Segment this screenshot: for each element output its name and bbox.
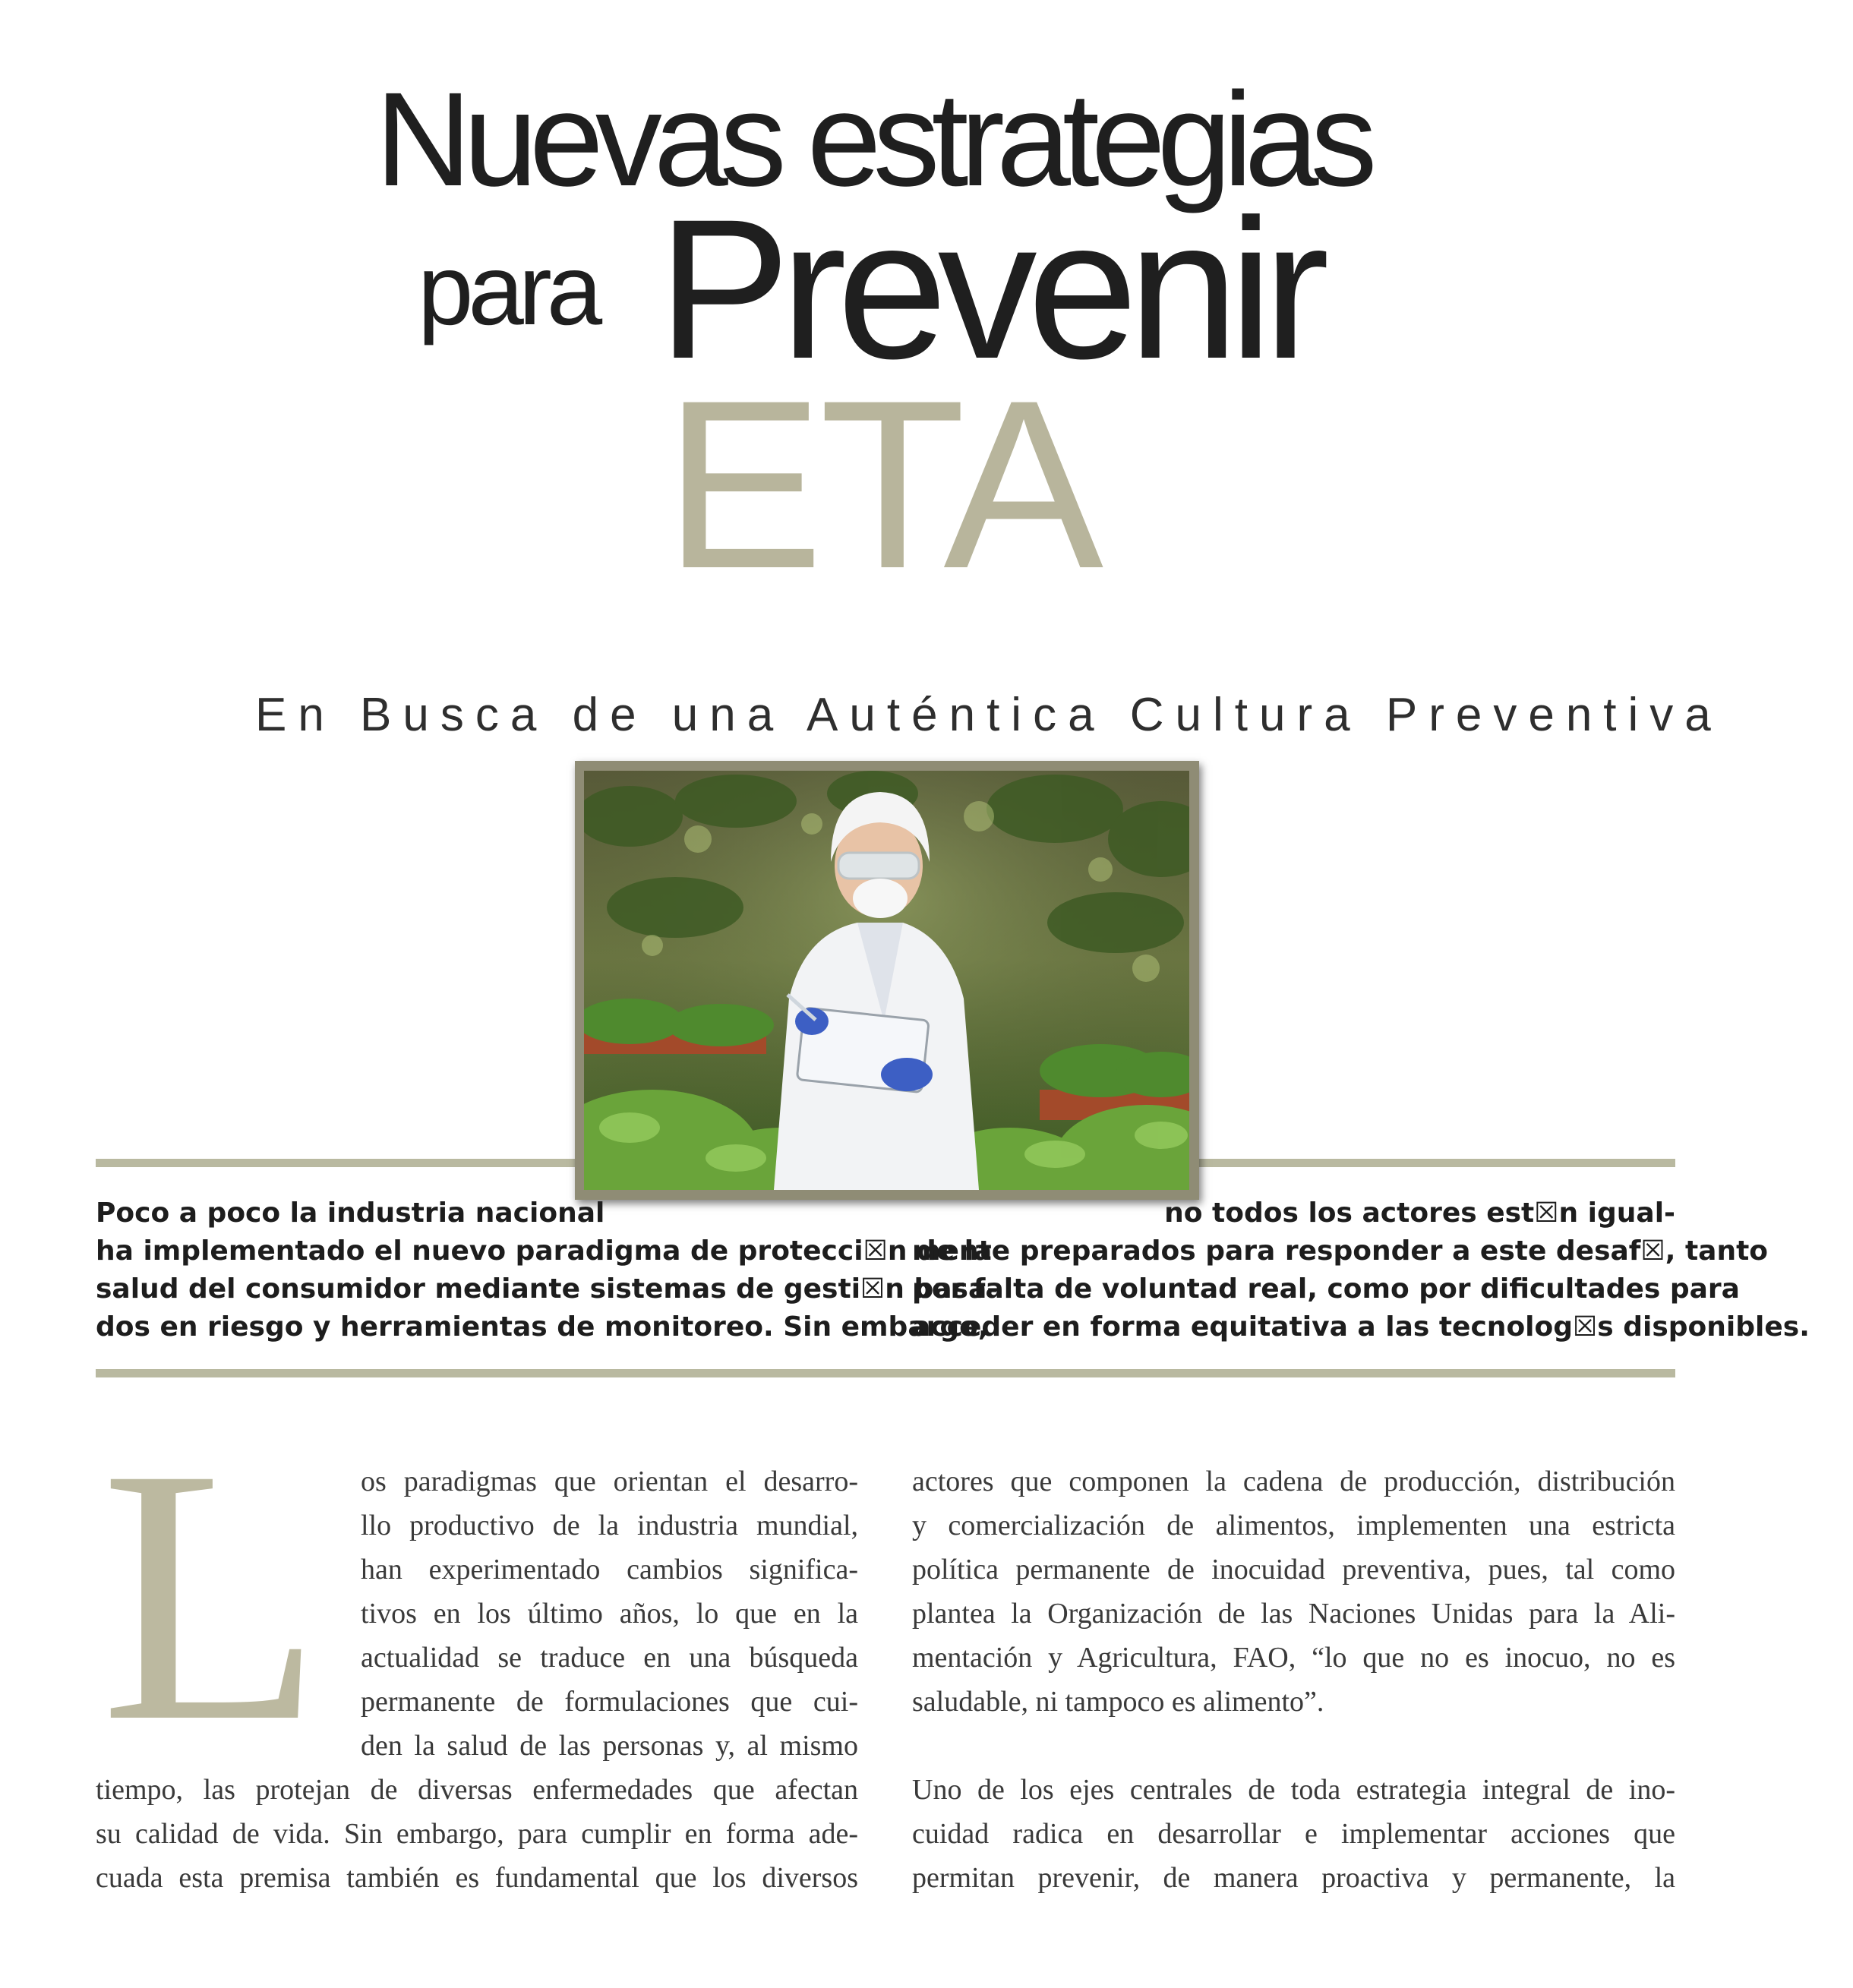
body-line: su calidad de vida. Sin embargo, para cumplir en forma ade- <box>96 1818 858 1850</box>
body-line: saludable, ni tampoco es alimento”. <box>912 1686 1324 1718</box>
body-line: y comercialización de alimentos, implementen una estricta <box>912 1510 1675 1541</box>
lead-right-line: no todos los actores est☒n igual- <box>1164 1198 1675 1229</box>
lead-left-line: ha implementado el nuevo paradigma de protecci☒n de la <box>96 1235 993 1267</box>
body-column-left-indented <box>361 1459 858 1768</box>
rule-bottom <box>96 1369 1675 1377</box>
subtitle: En Busca de una Auténtica Cultura Preventiva <box>255 689 1722 741</box>
body-line: actualidad se traduce en una búsqueda <box>361 1642 858 1674</box>
body-line: permanente de formulaciones que cui- <box>361 1686 858 1718</box>
title-word-eta: ETA <box>664 350 1100 618</box>
body-line: os paradigmas que orientan el desarro- <box>361 1466 858 1497</box>
body-line: cuada esta premisa también es fundamental que los diversos <box>96 1862 858 1894</box>
lead-right-line: acceder en forma equitativa a las tecnolog☒s disponibles. <box>912 1311 1810 1343</box>
lead-left-line: Poco a poco la industria nacional <box>96 1198 605 1229</box>
body-line: cuidad radica en desarrollar e implementar acciones que <box>912 1818 1675 1850</box>
title-line-1: Nuevas estrategias <box>375 65 1369 214</box>
lead-left-line: salud del consumidor mediante sistemas de gesti☒n basa- <box>96 1273 999 1305</box>
body-line: política permanente de inocuidad preventiva, pues, tal como <box>912 1554 1675 1586</box>
title-word-para: para <box>418 234 598 346</box>
body-line: den la salud de las personas y, al mismo <box>361 1730 858 1762</box>
body-column-right-para-1 <box>912 1459 1675 1724</box>
body-column-left <box>96 1768 858 1900</box>
body-line: tivos en los último años, lo que en la <box>361 1598 858 1630</box>
body-column-right-para-2 <box>912 1768 1675 1900</box>
body-line: mentación y Agricultura, FAO, “lo que no es inocuo, no es <box>912 1642 1675 1674</box>
body-line: permitan prevenir, de manera proactiva y permanente, la <box>912 1862 1675 1894</box>
drop-cap: L <box>100 1393 324 1797</box>
greenhouse-scientist-photo <box>584 771 1189 1190</box>
body-line: llo productivo de la industria mundial, <box>361 1510 858 1541</box>
body-line: Uno de los ejes centrales de toda estrategia integral de ino- <box>912 1774 1675 1806</box>
lead-left-line: dos en riesgo y herramientas de monitoreo. Sin embargo, <box>96 1311 989 1343</box>
title-word-prevenir: Prevenir <box>658 178 1320 400</box>
body-line: plantea la Organización de las Naciones Unidas para la Ali- <box>912 1598 1675 1630</box>
body-line: actores que componen la cadena de producción, distribución <box>912 1466 1675 1497</box>
lead-column-left <box>96 1194 999 1346</box>
body-line: han experimentado cambios significa- <box>361 1554 858 1586</box>
body-line: tiempo, las protejan de diversas enfermedades que afectan <box>96 1774 858 1806</box>
lead-right-line: mente preparados para responder a este desaf☒, tanto <box>912 1235 1769 1267</box>
lead-column-right <box>912 1194 1810 1346</box>
lead-right-line: por falta de voluntad real, como por dificultades para <box>912 1273 1740 1305</box>
